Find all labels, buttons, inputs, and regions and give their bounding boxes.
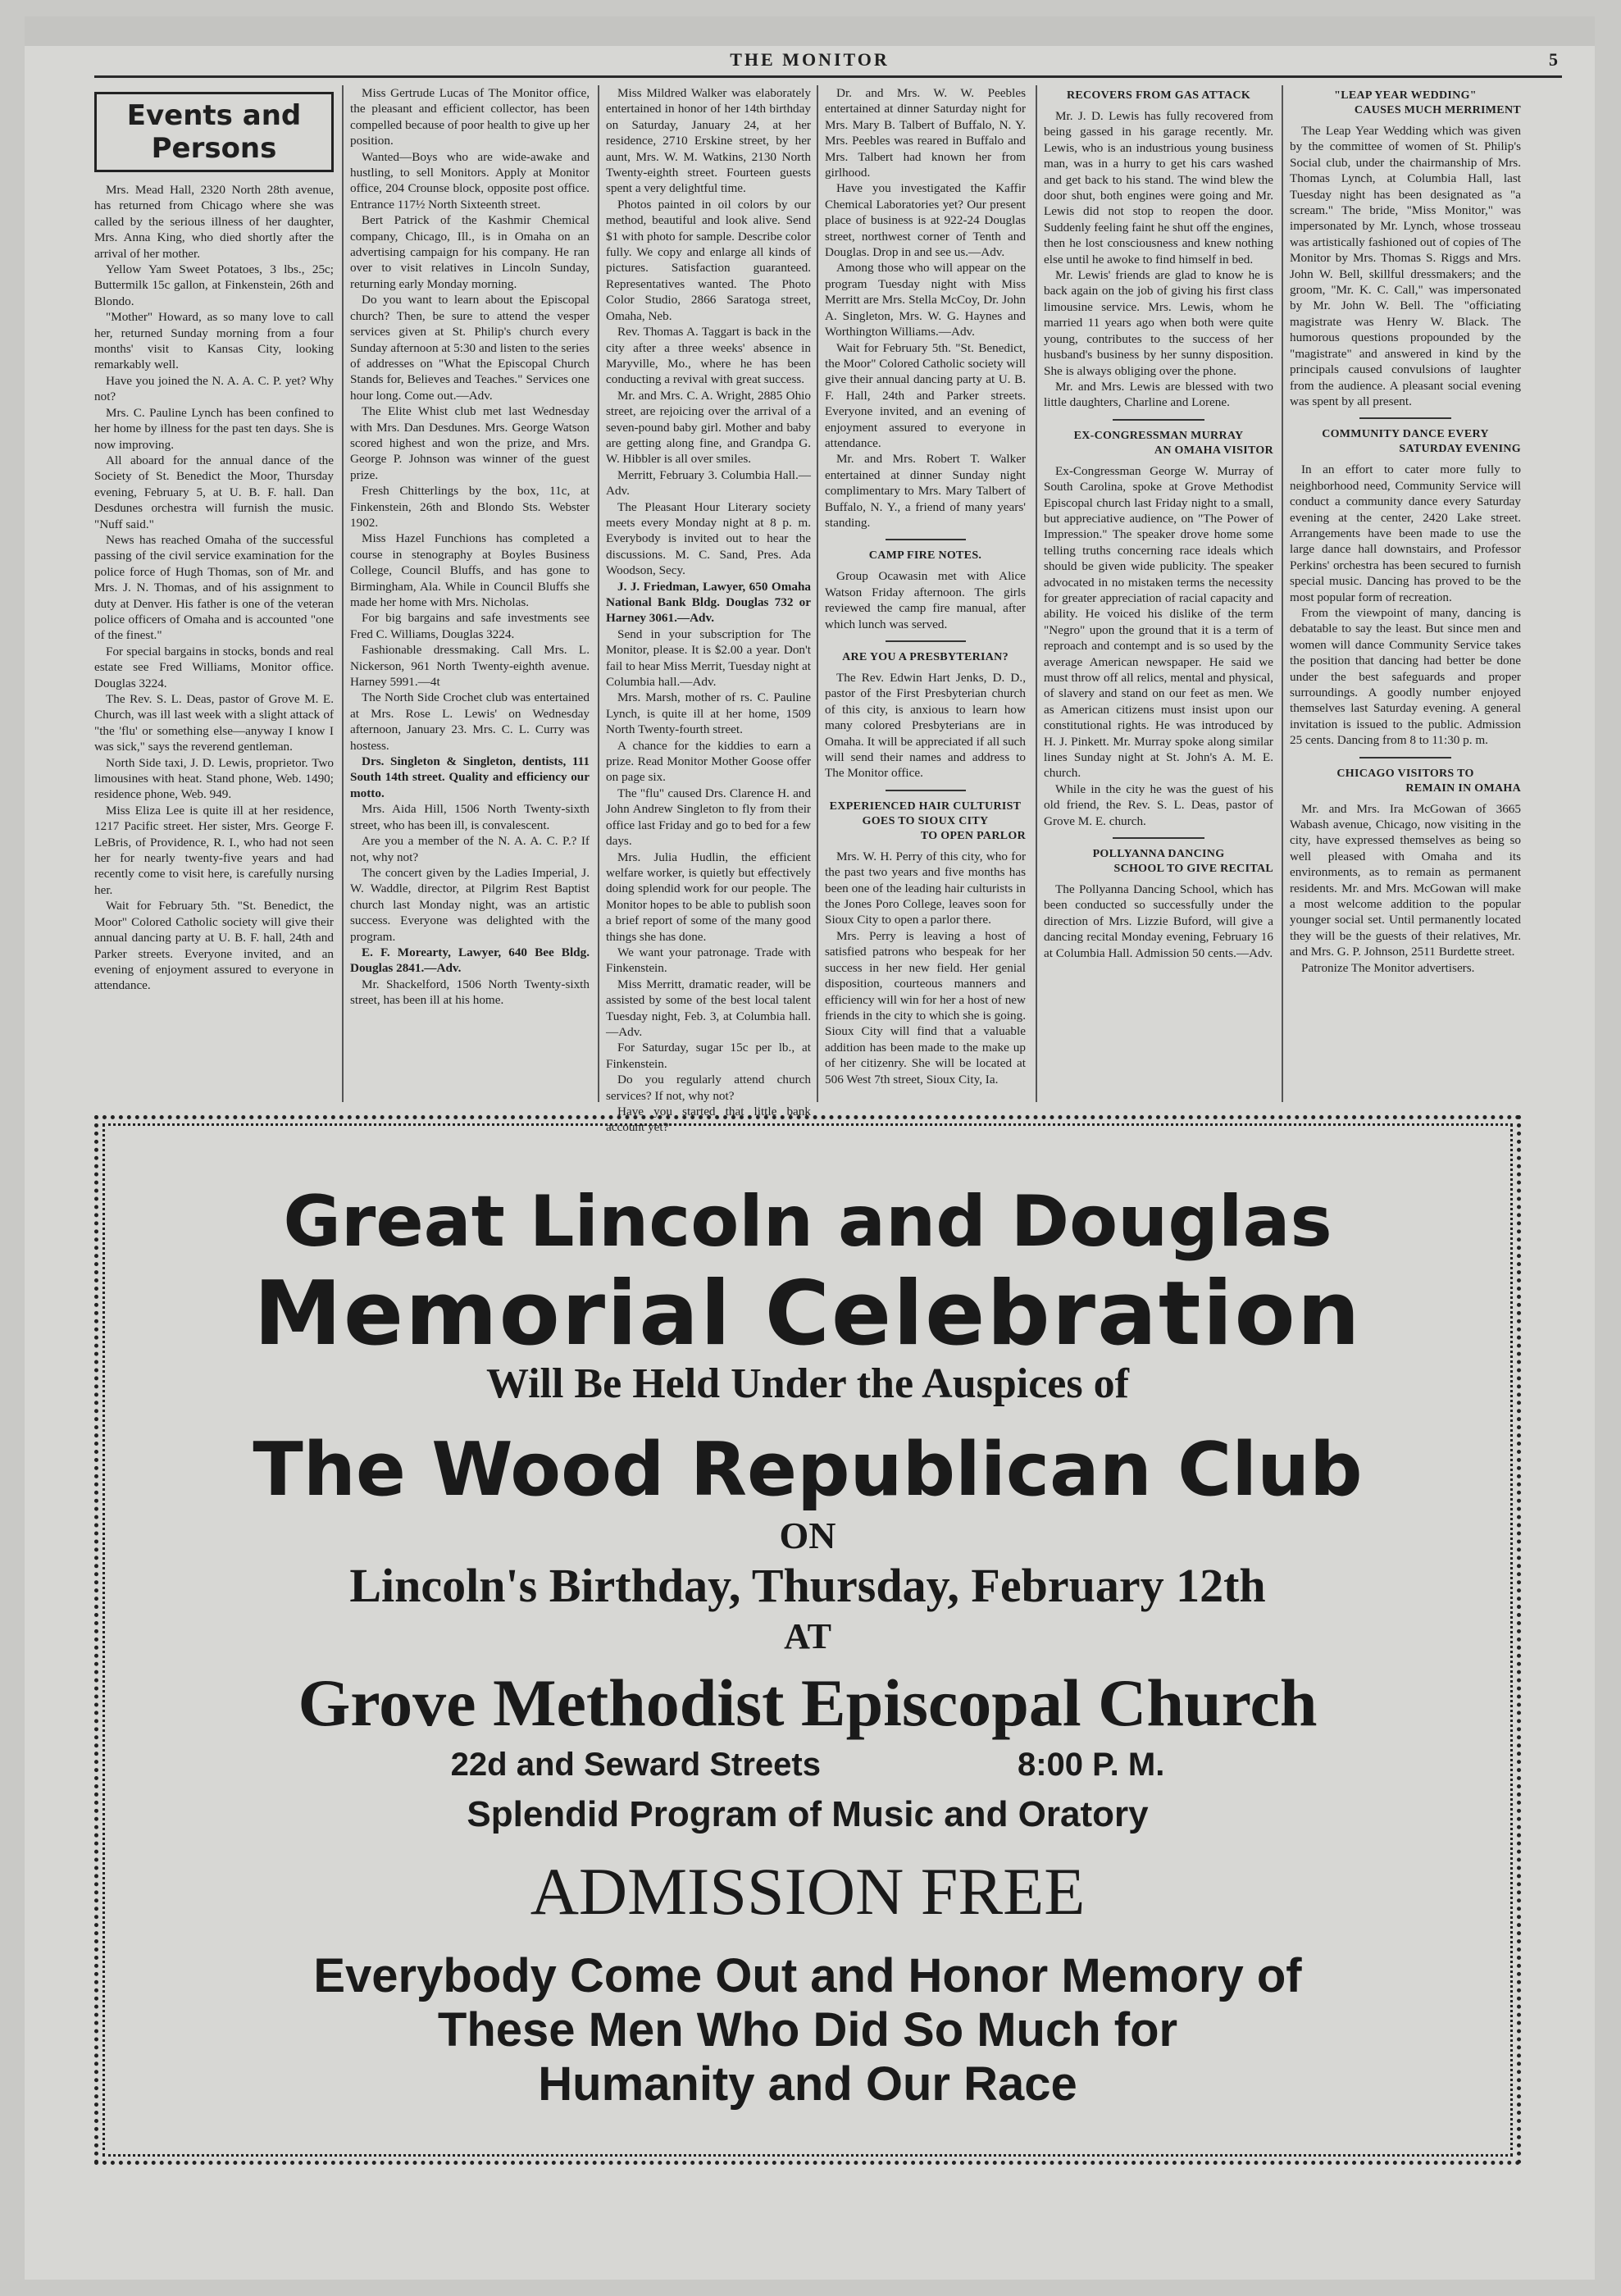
article-separator [1359, 757, 1452, 758]
column-1 [94, 85, 334, 1102]
news-paragraph: Yellow Yam Sweet Potatoes, 3 lbs., 25c; Buttermilk 15c gallon, at Finkenstein, 26th and Blondo. [94, 262, 334, 308]
news-paragraph: Have you joined the N. A. A. C. P. yet? Why not? [94, 373, 334, 404]
news-paragraph: Wait for February 5th. "St. Benedict, the Moor" Colored Catholic society will give their annual dancing party at U. B. F. hall, 24th and Parker streets. Everyone invited, and an evening of enjoyment assured to everyone in attendance. [94, 899, 334, 993]
ad-line-at: AT [784, 1616, 831, 1656]
news-paragraph: News has reached Omaha of the successful passing of the civil service examination for the police force of Hugh Thomas, son of Mr. and Mrs. J. N. Thomas, and of his assignment to duty at Denver. His father is one of the veteran police officers of Omaha and is accounted "one of the finest." [94, 532, 334, 643]
article-separator [886, 790, 966, 791]
news-paragraph: All aboard for the annual dance of the Society of St. Benedict the Moor, Thursday evening, February 5, at U. B. F. hall. Dan Desdunes orchestra will furnish the music. "Nuff said." [94, 453, 334, 531]
news-paragraph: Miss Eliza Lee is quite ill at her residence, 1217 Pacific street. Her sister, Mrs. George F. LeBris, of Providence, R. I., who had not seen her for nearly twenty-five years and had recently come to visit here, is carefully nursing her. [94, 803, 334, 897]
headline-community-dance: COMMUNITY DANCE EVERY SATURDAY EVENING [1322, 428, 1521, 456]
news-paragraph: Rev. Thomas A. Taggart is back in the city after a three weeks' absence in Maryville, Mo., where he has been conducting a revival with great success. [606, 325, 811, 387]
news-paragraph: Do you regularly attend church services? If not, why not? [606, 1073, 811, 1103]
news-paragraph: Do you want to learn about the Episcopal church? Then, be sure to attend the vesper services given at St. Philip's church every Sunday afternoon at 5:30 and listen to the series of addresses on "What the Episcopal Church Stands for, Believes and Teaches." Services one hour long. Come out.—Adv. [350, 293, 590, 403]
article-separator [886, 640, 966, 642]
news-paragraph: Photos painted in oil colors by our method, beautiful and look alive. Send $1 with photo for sample. Describe color fully. We copy and enlarge all kinds of pictures. Satisfaction guaranteed. Representatives wanted. The Photo Color Studio, 2866 Saratoga street, Omaha, Neb. [606, 197, 811, 323]
headline-leap-year: "LEAP YEAR WEDDING" CAUSES MUCH MERRIMENT [1334, 89, 1521, 116]
headline-hair-culturist: EXPERIENCED HAIR CULTURIST GOES TO SIOUX CITY TO OPEN PARLOR [829, 800, 1026, 842]
ad-line-memorial: Memorial Celebration [253, 1263, 1362, 1365]
news-paragraph: Mr. Shackelford, 1506 North Twenty-sixth street, has been ill at his home. [350, 977, 590, 1008]
news-paragraph: Have you investigated the Kaffir Chemical Laboratories yet? Our present place of business is at 922-24 Douglas street, northwest corner of Tenth and Douglas. Drop in and see us.—Adv. [825, 181, 1026, 260]
news-paragraph: Mrs. Marsh, mother of rs. C. Pauline Lynch, is quite ill at her home, 1509 North Twenty-fourth street. [606, 690, 811, 737]
news-paragraph: Miss Gertrude Lucas of The Monitor office, the pleasant and efficient collector, has been compelled because of poor health to give up her position. [350, 86, 590, 148]
news-paragraph: Patronize The Monitor advertisers. [1301, 960, 1475, 975]
ad-line-church: Grove Methodist Episcopal Church [298, 1665, 1318, 1740]
news-paragraph: Miss Mildred Walker was elaborately entertained in honor of her 14th birthday on Saturday, January 24, at her residence, 2710 Erskine street, by her aunt, Mrs. W. M. Watkins, 2130 North Twenty-eighth street. Fourteen guests spent a very delightful time. [606, 86, 811, 196]
masthead-rule [94, 75, 1562, 78]
news-paragraph: Mr. and Mrs. Robert T. Walker entertained at dinner Sunday night complimentary to Mrs. Mary Talbert of Buffalo, N. Y., a friend of many years' standing. [825, 452, 1026, 530]
page-top-edge [25, 16, 1595, 46]
news-paragraph: The Pleasant Hour Literary society meets every Monday night at 8 p. m. Everybody is invited out to hear the discussions. M. C. Sand, Pres. Ada Woodson, Secy. [606, 499, 811, 578]
news-paragraph: Dr. and Mrs. W. W. Peebles entertained at dinner Saturday night for Mrs. Mary B. Talbert of Buffalo, N. Y. Mrs. Peebles was reared in Buffalo and Mrs. Talbert had known her from girlhood. [825, 86, 1026, 180]
news-paragraph: The concert given by the Ladies Imperial, J. W. Waddle, director, at Pilgrim Rest Baptist church last Monday night, was an artistic success. Everyone was delighted with the program. [350, 865, 590, 944]
article-separator [1359, 417, 1452, 419]
news-paragraph: The Pollyanna Dancing School, which has been conducted so successfully under the direction of Mrs. Lizzie Buford, will give a dancing recital Monday evening, February 16 at Columbia Hall. Admission 50 cents.—Adv. [1044, 882, 1273, 960]
headline-chicago-visitors: CHICAGO VISITORS TO REMAIN IN OMAHA [1336, 767, 1521, 795]
newspaper-page [25, 16, 1595, 2280]
column-6 [1290, 85, 1521, 1102]
article-separator [1113, 837, 1204, 839]
ad-line-date: Lincoln's Birthday, Thursday, February 12th [349, 1559, 1266, 1612]
column-divider [598, 85, 599, 1102]
page-number: 5 [1549, 49, 1558, 70]
news-paragraph: The North Side Crochet club was entertained at Mrs. Rose L. Lewis' on Wednesday afternoon, January 23. Mrs. C. L. Curry was hostess. [350, 690, 590, 753]
headline-murray: EX-CONGRESSMAN MURRAY AN OMAHA VISITOR [1073, 429, 1273, 457]
news-paragraph: Bert Patrick of the Kashmir Chemical company, Chicago, Ill., is in Omaha on an advertising campaign for his company. He ran over to visit relatives in Lincoln Sunday, returning early Monday morning. [350, 213, 590, 291]
news-paragraph: North Side taxi, J. D. Lewis, proprietor. Two limousines with heat. Stand phone, Web. 1490; residence phone, Web. 949. [94, 755, 334, 802]
ad-line-auspices: Will Be Held Under the Auspices of [486, 1360, 1129, 1407]
news-paragraph: Miss Hazel Funchions has completed a course in stenography at Boyles Business College, Council Bluffs, and has gone to Birmingham, Ala. While in Council Bluffs she made her home with Mrs. Nicholas. [350, 531, 590, 609]
news-paragraph: Merritt, February 3. Columbia Hall.—Adv. [606, 467, 811, 499]
news-paragraph: For Saturday, sugar 15c per lb., at Finkenstein. [606, 1041, 811, 1071]
ad-time: 8:00 P. M. [1017, 1747, 1165, 1783]
headline-pollyanna: POLLYANNA DANCING SCHOOL TO GIVE RECITAL [1092, 848, 1273, 876]
news-paragraph: The Rev. Edwin Hart Jenks, D. D., pastor of the First Presbyterian church of this city, is anxious to learn how many colored Presbyterians are in Omaha. It will be appreciated if all such will send their names and address to The Monitor office. [825, 671, 1026, 781]
news-paragraph: Mrs. W. H. Perry of this city, who for the past two years and five months has been one of the leading hair culturists in the Jones Poro College, leaves soon for Sioux City to open a parlor there. [825, 849, 1026, 927]
news-paragraph: From the viewpoint of many, dancing is debatable to say the least. But since men and women will dance Community Service takes the position that dancing had better be done under the best safeguards and proper surroundings. A goodly number enjoyed themselves last Saturday evening. A general invitation is issued to the public. Admission 25 cents. Dancing from 8 to 11:30 p. m. [1290, 605, 1521, 748]
news-paragraph: "Mother" Howard, as so many love to call her, returned Sunday morning from a four months' visit to Kansas City, looking remarkably well. [94, 310, 334, 372]
ad-line-these-men: These Men Who Did So Much for [437, 2003, 1178, 2057]
news-paragraph: For special bargains in stocks, bonds and real estate see Fred Williams, Monitor office. Douglas 3224. [94, 644, 334, 690]
news-paragraph: Fresh Chitterlings by the box, 11c, at Finkenstein, 26th and Blondo Sts. Webster 1902. [350, 484, 590, 530]
news-paragraph: Ex-Congressman George W. Murray of South Carolina, spoke at Grove Methodist Episcopal church last Friday night to a small, but appreciative audience, on "The Power of Impression." The speaker drove home some telling truths concerning race ideals which should be given wide publicity. The speaker advocated in no mistaken terms the necessity for greater appreciation of racial capacity and ability. He voiced his dislike of the term "Negro" upon the ground that it is a term of reproach and contempt and is so used by the average American newspaper. He said we must throw off all relics, mental and physical, of slavery and stand on our feet as men. We as American citizens must insist upon our constitutional rights. He was introduced by H. J. Pinkett. Mr. Murray spoke along similar lines Sunday night at St. John's A. M. E. church. [1044, 463, 1273, 781]
news-paragraph: In an effort to cater more fully to neighborhood need, Community Service will conduct a community dance every Saturday evening at the center, 2420 Lake street. Arrangements have been made to use the large dance hall downstairs, and Professor Perkins' orchestra has been secured to furnish special music. Dancing has proved to be the most popular form of recreation. [1290, 462, 1521, 604]
events-box-line2: Persons [151, 132, 277, 165]
news-paragraph: Mr. and Mrs. Lewis are blessed with two little daughters, Charline and Lorene. [1044, 379, 1273, 410]
ad-line-everybody: Everybody Come Out and Honor Memory of [313, 1949, 1302, 2002]
news-paragraph: Mr. and Mrs. Ira McGowan of 3665 Wabash avenue, Chicago, now visiting in the city, have expressed themselves as being so well pleased with Omaha and its environments, as to remain as permanent residents. Mr. and Mrs. McGowan will make a most welcome addition to the popular younger social set. Until permanently located they will be the guests of their relatives, Mr. and Mrs. G. P. Johnson, 2511 Burdette street. [1290, 801, 1521, 959]
news-paragraph: Have you started that little bank account yet? [606, 1105, 811, 1135]
news-paragraph: Are you a member of the N. A. A. C. P.? If not, why not? [350, 834, 590, 864]
news-paragraph: The Elite Whist club met last Wednesday with Mrs. Dan Desdunes. Mrs. George Watson scored highest and won the prize, and Mrs. George P. Johnson was winner of the guest prize. [350, 404, 590, 482]
column-5 [1044, 85, 1273, 1102]
masthead: THE MONITOR [730, 49, 890, 70]
news-paragraph: Among those who will appear on the program Tuesday night with Miss Merritt are Mrs. Stella McCoy, Dr. John A. Singleton, Mrs. W. G. Haynes and Worthington Williams.—Adv. [825, 261, 1026, 339]
news-paragraph: Mr. and Mrs. C. A. Wright, 2885 Ohio street, are rejoicing over the arrival of a seven-pound baby girl. Mother and baby are getting along fine, and Grandpa G. W. Hibbler is all over smiles. [606, 388, 811, 467]
news-paragraph: Mrs. C. Pauline Lynch has been confined to her home by illness for the past ten days. She is now improving. [94, 405, 334, 452]
article-separator [886, 539, 966, 540]
news-paragraph: A chance for the kiddies to earn a prize. Read Monitor Mother Goose offer on page six. [606, 738, 811, 785]
news-paragraph: Wanted—Boys who are wide-awake and hustling, to sell Monitors. Apply at Monitor office, 204 Crounse block, opposite post office. Entrance 117½ North Sixteenth street. [350, 149, 590, 212]
column-divider [1036, 85, 1037, 1102]
article-separator [1113, 419, 1204, 421]
news-paragraph: Mrs. Perry is leaving a host of satisfied patrons who bespeak for her success in her new field. Her genial disposition, courteous manners and efficiency will win for her a host of new friends in the city to which she is going. Sioux City will find that a valuable addition has been made to the make up of her citizenry. She will be located at 506 West 7th street, Sioux City, Ia. [825, 928, 1026, 1086]
ad-line-location-time [94, 1747, 1521, 1784]
ad-location: 22d and Seward Streets [450, 1747, 821, 1783]
news-paragraph: We want your patronage. Trade with Finkenstein. [606, 945, 811, 976]
news-paragraph: Mr. Lewis' friends are glad to know he is back again on the job of giving his first class limousine service. Mrs. Lewis, whom he married 11 years ago when both were quite young, contributes to the success of her husband's business by her sunny disposition. She is always obliging over the phone. [1044, 268, 1273, 378]
column-4 [825, 85, 1026, 1102]
headline-camp-fire: CAMP FIRE NOTES. [868, 549, 982, 563]
headline-presbyterian: ARE YOU A PRESBYTERIAN? [842, 651, 1009, 663]
news-paragraph: Fashionable dressmaking. Call Mrs. L. Nickerson, 961 North Twenty-eighth avenue. Harney 5991.—4t [350, 643, 590, 690]
column-divider [342, 85, 344, 1102]
news-paragraph: Mrs. Aida Hill, 1506 North Twenty-sixth street, who has been ill, is convalescent. [350, 802, 590, 832]
memorial-celebration-ad [94, 1115, 1521, 2165]
news-paragraph: The "flu" caused Drs. Clarence H. and John Andrew Singleton to fly from their office last Friday and go to bed for a few days. [606, 786, 811, 849]
news-paragraph: Mrs. Mead Hall, 2320 North 28th avenue, has returned from Chicago where she was called by the serious illness of her daughter, Mrs. Anna King, who died shortly after the arrival of her mother. [94, 183, 334, 261]
headline-gas-attack: RECOVERS FROM GAS ATTACK [1066, 89, 1251, 102]
ad-line-program: Splendid Program of Music and Oratory [467, 1794, 1149, 1834]
ad-line-great-lincoln: Great Lincoln and Douglas [283, 1181, 1332, 1263]
news-paragraph: Mr. J. D. Lewis has fully recovered from being gassed in his garage recently. Mr. Lewis, who is an industrious young business man, was in a hurry to get his cars washed and get back to his stand. The wind blew the door shut, both engines were going and Mr. Lewis did not stop to reopen the door. Suddenly feeling faint he shut off the engines, then he lost consciousness and knew nothing else until he awoke to find himself in bed. [1044, 109, 1273, 266]
news-paragraph: Mrs. Julia Hudlin, the efficient welfare worker, is quietly but effectively doing splendid work for our people. The Monitor hopes to be able to publish soon a brief report of some of the many good things she has done. [606, 850, 811, 944]
news-paragraph: E. F. Morearty, Lawyer, 640 Bee Bldg. Douglas 2841.—Adv. [350, 945, 590, 976]
news-paragraph: Wait for February 5th. "St. Benedict, the Moor" Colored Catholic society will give their annual dancing party at U. B. F. Hall, 24th and Parker streets. Everyone invited, and an evening of enjoyment assured to everyone in attendance. [825, 340, 1026, 450]
news-paragraph: J. J. Friedman, Lawyer, 650 Omaha National Bank Bldg. Douglas 732 or Harney 3061.—Adv. [606, 579, 811, 626]
ad-line-club: The Wood Republican Club [253, 1427, 1363, 1513]
news-paragraph: The Rev. S. L. Deas, pastor of Grove M. E. Church, was ill last week with a slight attack of "the 'flu' or something else—anyway I know I was sick," says the reverend gentleman. [94, 692, 334, 754]
news-paragraph: While in the city he was the guest of his old friend, the Rev. S. L. Deas, pastor of Grove M. E. church. [1044, 781, 1273, 828]
news-paragraph: The Leap Year Wedding which was given by the committee of women of St. Philip's Social club, under the chairmanship of Mrs. Thomas Lynch, at Columbia Hall, last Tuesday night has been designated as "a scream." The bride, "Miss Monitor," was impersonated by Mr. Lynch, whose trosseau was artistically fashioned out of copies of The Monitor by Mrs. Thomas S. Riggs and Mrs. John W. Bell, skillful dressmakers; and the groom, "Mr. K. C. Call," was impersonated by Mr. John W. Bell. The "officiating magistrate was Henry W. Black. The humorous questions propounded by the "magistrate" and answered in kind by the principals caused convulsions of laughter from the audience. A pleasant social evening was spent by all present. [1290, 124, 1521, 408]
events-and-persons-box [94, 92, 334, 172]
ad-line-humanity: Humanity and Our Race [538, 2057, 1077, 2111]
news-paragraph: Send in your subscription for The Monitor, please. It is $2.00 a year. Don't fail to hear Miss Merrit, Tuesday night at Columbia hall.—Adv. [606, 626, 811, 690]
ad-line-admission: ADMISSION FREE [530, 1854, 1086, 1929]
column-divider [1282, 85, 1283, 1102]
news-paragraph: Miss Merritt, dramatic reader, will be assisted by some of the best local talent Tuesday night, Feb. 3, at Columbia hall.—Adv. [606, 977, 811, 1039]
ad-line-on: ON [779, 1515, 836, 1556]
news-paragraph: Drs. Singleton & Singleton, dentists, 111 South 14th street. Quality and efficiency our motto. [350, 754, 590, 800]
column-3 [606, 85, 811, 1135]
column-divider [817, 85, 818, 1102]
column-2 [350, 85, 590, 1102]
events-box-line1: Events and [126, 99, 302, 132]
news-paragraph: Group Ocawasin met with Alice Watson Friday afternoon. The girls reviewed the camp fire manual, after which lunch was served. [825, 569, 1026, 631]
news-paragraph: For big bargains and safe investments see Fred C. Williams, Douglas 3224. [350, 611, 590, 641]
